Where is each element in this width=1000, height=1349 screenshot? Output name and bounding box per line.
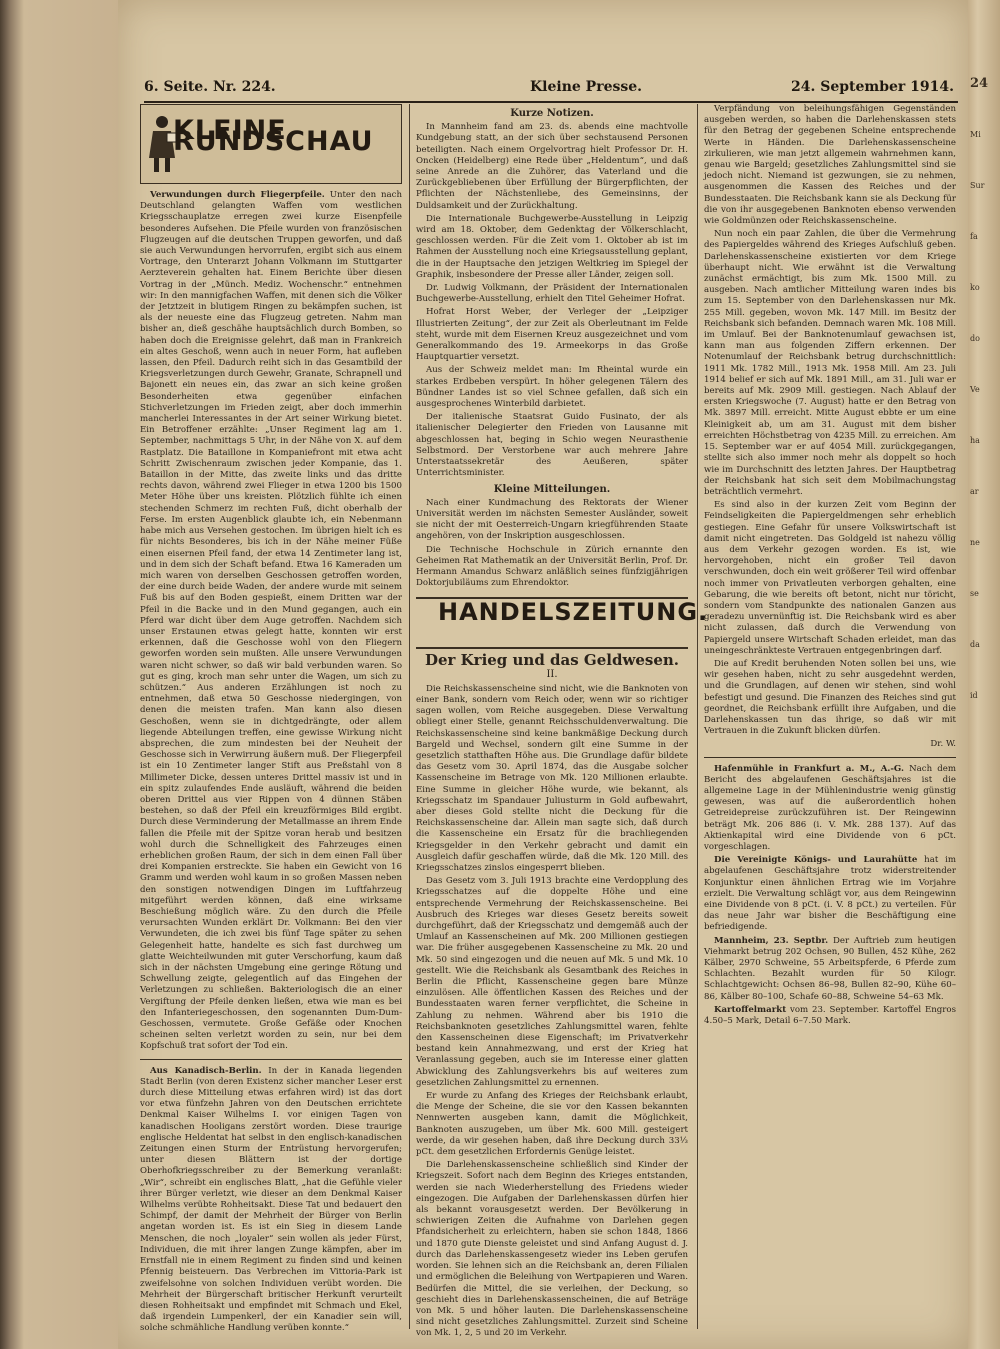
edge-snippet: ko	[970, 283, 980, 292]
column-1	[140, 104, 403, 1334]
note-paragraph: Der italienische Staatsrat Guido Fusinato, der als italienischer Delegierter den Frieden von Lausanne mit abgeschlossen hat, beging in Schio wegen Neurasthenie Selbstmord. Der Verstorbene war auch mehrere Jahre Unterstaatssekretär des Aeußeren, später Unterrichtsminister.	[416, 412, 688, 479]
edge-snippet: da	[970, 640, 980, 649]
article-heading-kanadisch-berlin: Aus Kanadisch-Berlin.	[150, 1065, 262, 1076]
right-page-edge	[968, 0, 1000, 1349]
kleine-rundschau-masthead	[140, 104, 402, 184]
section-title-kurze-notizen: Kurze Notizen.	[510, 108, 594, 119]
misc-paragraph: Nach einer Kundmachung des Rektorats der Wiener Universität werden im nächsten Semester Ausländer, soweit sie nicht der mit Oesterreich-Ungarn kriegführenden Staate angehören, von der Inskription ausgeschlossen.	[416, 497, 688, 542]
article-paragraph: Die auf Kredit beruhenden Noten sollen bei uns, wie wir gesehen haben, nicht zu sehr ausgedehnt werden, und die Grundlagen, auf denen wir stehen, sind wohl befestigt und gesund. Die Finanzen des Reiches sind gut geordnet, die Reichsbank erfüllt ihre Aufgaben, und die Darlehenskassen tun das ihrige, so daß wir mit Vertrauen in die Zukunft blicken dürfen.	[704, 658, 956, 737]
article-title-krieg-geldwesen: Der Krieg und das Geldwesen.	[424, 651, 680, 670]
handelszeitung-masthead	[416, 597, 709, 649]
market-item-head: Mannheim, 23. Septbr.	[714, 935, 829, 946]
article-part-number: II.	[546, 668, 558, 680]
market-item-head: Kartoffelmarkt	[714, 1004, 787, 1015]
article-signature: Dr. W.	[930, 739, 956, 750]
masthead-title: KLEINE RUNDSCHAU	[173, 115, 374, 158]
notes-list	[416, 122, 688, 479]
edge-snippet-list	[970, 129, 998, 701]
article-heading-fliegerpfeile: Verwundungen durch Fliegerpfeile.	[150, 190, 325, 200]
note-paragraph: Aus der Schweiz meldet man: Im Rheintal wurde ein starkes Erdbeben verspürt. In höher gelegenen Tälern des Bündner Landes ist so viel Schnee gefallen, daß sich ein ausgesprochenes Winterbild darbietet.	[416, 365, 688, 410]
column-rule-1	[409, 104, 410, 1329]
left-page-margin	[0, 0, 120, 1349]
column-2	[416, 104, 709, 1339]
article-paragraph: Nun noch ein paar Zahlen, die über die Vermehrung des Papiergeldes während des Krieges Aufschluß geben. Darlehenskassenscheine existierten vor dem Kriege überhaupt nicht. Wie erwähnt ist die Verwaltung zunächst ermächtigt, bis zum Mk. 1500 Mill. zu ausgeben. Nach amtlicher Mitteilung waren indes bis zum 15. September von den Darlehenskassen nur Mk. 255 Mill. gegeben, wovon Mk. 147 Mill. im Besitz der Reichsbank sich befanden. Demnach waren Mk. 108 Mill. im Umlauf. Bei der Banknotenumlauf gewachsen ist, kann man aus folgenden Ziffern erkennen. Der Notenumlauf der Reichsbank betrug durchschnittlich: 1911 Mk. 1782 Mill., 1913 Mk. 1958 Mill. Am 23. Juli 1914 belief er sich auf Mk. 1891 Mill., am 31. Juli war er bereits auf Mk. 2909 Mill. gestiegen. Nach Ablauf der ersten Kriegswoche (7. August) hatte er den Betrag von Mk. 3897 Mill. erreicht. Mitte August ebbte er um eine Kleinigkeit ab, um am 31. August mit dem bisher erreichten Höchstbetrag von 4235 Mill. zu erreichen. Am 15. September war er auf 4054 Mill. zurückgegangen, stellte sich also immer noch mehr als doppelt so hoch wie im Durchschnitt des letzten Jahres. Der Hauptbetrag der Reichsbank hat sich seit dem Mobilmachungstag beträchtlich vermehrt.	[704, 229, 956, 497]
article-paragraph: Er wurde zu Anfang des Krieges der Reichsbank erlaubt, die Menge der Scheine, die sie vor den Kassen bekannten Nennwerten ausgeben kann, damit die Möglichkeit, Banknoten auszugeben, um über Mk. 600 Mill. gesteigert werde, da wir gesehen haben, daß ihre Deckung durch 33⅓ pCt. dem gesetzlichen Erfordernis Genüge leistet.	[416, 1091, 688, 1158]
edge-snippet: Ve	[970, 385, 980, 394]
edge-snippet: ar	[970, 487, 979, 496]
misc-paragraph: Die Technische Hochschule in Zürich ernannte den Geheimen Rat Mathematik an der Universität Berlin, Prof. Dr. Hermann Amandus Schwarz anläßlich seines fünfzigjährigen Doktorjubiläums zum Ehrendoktor.	[416, 544, 688, 589]
market-item-text: Nach dem Bericht des abgelaufenen Geschäftsjahres ist die allgemeine Lage in der Mühlenindustrie wenig günstig gewesen, was auf die außerordentlich hohen Getreidepreise zurückzuführen ist. Der Reingewinn beträgt Mk. 206 886 (i. V. Mk. 288 137). Auf das Aktienkapital wird eine Dividende von 6 pCt. vorgeschlagen.	[704, 763, 956, 852]
edge-snippet: ha	[970, 436, 980, 445]
market-news-list	[704, 764, 956, 1028]
edge-snippet: Mi	[970, 130, 981, 139]
header-paper-name: Kleine Presse.	[530, 79, 643, 95]
edge-snippets	[970, 60, 998, 701]
edge-snippet: fa	[970, 232, 978, 241]
note-paragraph: Die Internationale Buchgewerbe-Ausstellung in Leipzig wird am 18. Oktober, dem Gedenktag der Völkerschlacht, geschlossen werden. Für die Zeit vom 1. Oktober ab ist im Rahmen der Ausstellung noch eine Kriegsausstellung geplant, die in der Hauptsache den jetzigen Weltkrieg im Spiegel der Graphik, insbesondere der Presse aller Länder, zeigen soll.	[416, 213, 688, 280]
market-item	[704, 764, 956, 854]
article-paragraph: Das Gesetz vom 3. Juli 1913 brachte eine Verdopplung des Kriegsschatzes auf die doppelte Höhe und eine entsprechende Vermehrung der Reichskassenscheine. Bei Ausbruch des Krieges war dieses Gesetz bereits soweit durchgeführt, daß der Kriegsschatz und demgemäß auch der Umlauf an Kassenscheinen auf Mk. 200 Millionen gestiegen war. Die früher ausgegebenen Kassenscheine zu Mk. 20 und Mk. 50 sind eingezogen und die neuen auf Mk. 5 und Mk. 10 gestellt. Wie die Reichsbank als Gesamtbank des Reiches in Berlin die Pflicht, Kassenscheine gegen bare Münze einzulösen. Alle öffentlichen Kassen des Reiches und der Bundesstaaten waren ferner verpflichtet, die Scheine in Zahlung zu nehmen. Während aber bis 1910 die Reichsbanknoten gesetzliches Zahlungsmittel waren, fehlte den Kassenscheinen diese Eigenschaft; im Privatverkehr bestand kein Annahmezwang, und erst der Krieg hat Veranlassung gegeben, auch sie im Interesse einer glatten Abwicklung des Zahlungsverkehrs bis auf weiteres zum gesetzlichen Zahlungsmittel zu ernennen.	[416, 876, 688, 1088]
market-item-text: hat im abgelaufenen Geschäftsjahre trotz widerstreitender Konjunktur einen ähnlichen Ertrag wie im Vorjahre erzielt. Die Verwaltung schlägt vor, aus dem Reingewinn eine Dividende von 8 pCt. (i. V. 8 pCt.) zu verteilen. Für das neue Jahr war bisher die Beschäftigung eine befriedigende.	[704, 855, 956, 933]
market-item	[704, 936, 956, 1003]
section-title-kleine-mitteilungen: Kleine Mitteilungen.	[493, 483, 611, 495]
article-body-fliegerpfeile: Unter den nach Deutschland gelangten Waffen vom westlichen Kriegsschauplatze erregen zwei kurze Eisenpfeile besonderes Aufsehen. Die Pfeile wurden von französischen Flugzeugen auf die deutschen Truppen geworfen, und daß sie auch Verwundungen hervorrufen, ergibt sich aus einem Vortrage, den Unterarzt Johann Volkmann im Stuttgarter Aerzteverein gehalten hat. Einem Berichte über diesen Vortrag in der „Münch. Mediz. Wochenschr.“ entnehmen wir: In den mannigfachen Waffen, mit denen sich die Völker der Jetztzeit in blutigem Ringen zu bekämpfen suchen, ist als der neueste eine das Flugzeug getreten. Nahm man bisher an, dieß geschähe hauptsächlich durch Bomben, so haben doch die Ereignisse gelehrt, daß man in Frankreich ein altes Geschoß, wenn auch in neuer Form, hat aufleben lassen, den Pfeil. Dadurch reiht sich in das Gesamtbild der Kriegsverletzungen durch Gewehr, Granate, Schrapnell und Bajonett ein neues ein, das zwar an sich keine großen Besonderheiten etwa gegenüber einfachen Stichverletzungen im Frieden zeigt, aber doch immerhin mancherlei Interessantes in der Art seiner Wirkung bietet. Ein Betroffener erzählte: „Unser Regiment lag am 1. September, nachmittags 5 Uhr, in der Nähe von X. auf dem Rastplatz. Die Bataillone in Kompaniefront mit etwa acht Schritt Zwischenraum zwischen jeder Kompanie, das 1. Bataillon in der Mitte, das zweite links und das dritte rechts davon, während zwei Flieger in etwa 1200 bis 1500 Meter Höhe über uns kreisten. Plötzlich fühlte ich einen stechenden Schmerz im rechten Fuß, dicht oberhalb der Ferse. Im ersten Augenblick glaubte ich, ein Nebenmann habe mich aus Versehen gestochen. Im übrigen hielt ich es für nichts Besonderes, bis ich in der Nähe meiner Füße einen eisernen Pfeil fand, der etwa 14 Zentimeter lang ist, und in dem sich der Schaft befand. Etwa 16 Kameraden um mich waren von derselben Geschossen getroffen worden, der eine durch beide Waden, der andere wurde mit seinem Fuß bis auf den Boden gespießt, einem Dritten war der Pfeil in die Backe und in den Mund gegangen, auch ein Pferd war dicht über dem Auge getroffen. Nachdem sich unser Erstaunen etwas gelegt hatte, konnten wir erst erkennen, daß die Geschosse wohl von den Fliegern geworfen worden sein mußten. Alle unsere Verwundungen waren nicht schwer, so daß wir bald verbunden waren. So gut es ging, kroch man sehr unter die Wagen, um sich zu schützen.“ Aus anderen Erzählungen ist noch zu entnehmen, daß etwa 50 Geschosse niedergingen, von denen die meisten trafen. Man kann also diesen Geschoßen, wenn sie in dichtgedrängte, oder allem liegende Abteilungen treffen, eine gewisse Wirkung nicht absprechen, die zum mindesten bei der Neuheit der Geschosse sich in Verwirrung äußern muß. Der Fliegerpfeil ist ein 10 Zentimeter langer Stift aus Preßstahl von 8 Millimeter Dicke, dessen unteres Drittel massiv ist und in ein spitz zulaufendes Ende ausläuft, während die beiden oberen Drittel aus vier Rippen von 4 dünnen Stäben bestehen, so daß der Pfeil ein kreuzförmiges Bild ergibt. Durch diese Verminderung der Metallmasse an ihrem Ende fallen die Pfeile mit der Spitze voran herab und besitzen wohl durch die Schnelligkeit des Fahrzeuges einen erheblichen großen Raum, der sich in dem einen Fall über drei Kompanien erstreckte. Sie haben ein Gewicht von 16 Gramm und werden wohl kaum in so großen Massen neben den sonstigen notwendigen Dingen im Luftfahrzeug mitgeführt werden können, daß eine wirksame Beschießung möglich wäre. Zu den durch die Pfeile verursachten Wunden erklärt Dr. Volkmann: Bei den vier Verwundeten, die ich zwei bis fünf Tage später zu sehen Gelegenheit hatte, handelte es sich fast durchweg um glatte Weichteilwunden mit guter Verschorfung, kaum daß sich in der nächsten Umgebung eine geringe Rötung und Schwellung zeigte, gelegentlich auf das Eingehen der Verletzungen zu schließen. Bakteriologisch die an einer Vergiftung der Pfeile denken ließen, etwa wie man es bei den Infanteriegeschossen, den sogenannten Dum-Dum-Geschossen, vermutete. Große Gefäße oder Knochen scheinen selten verletzt worden zu sein, nur bei dem Kopfschuß trat sofort der Tod ein.	[140, 190, 403, 1052]
article-separator	[140, 1059, 402, 1060]
market-item-text: Der Auftrieb zum heutigen Viehmarkt betrug 202 Ochsen, 90 Bullen, 452 Kühe, 262 Kälber, 2970 Schweine, 55 Arbeitspferde, 6 Pferde zum Schlachten. Bezahlt wurden für 50 Kilogr. Schlachtgewicht: Ochsen 86–98, Bullen 82–90, Kühe 60–86, Kälber 80–100, Schafe 60–88, Schweine 54–63 Mk.	[704, 935, 957, 1002]
market-item-head: Hafenmühle in Frankfurt a. M., A.-G.	[714, 763, 904, 774]
edge-snippet: id	[970, 691, 978, 700]
edge-snippet: do	[970, 334, 980, 343]
note-paragraph: Dr. Ludwig Volkmann, der Präsident der Internationalen Buchgewerbe-Ausstellung, erhielt den Titel Geheimer Hofrat.	[416, 283, 688, 305]
edge-snippet: Sur	[970, 181, 985, 190]
article-continuation	[704, 104, 956, 737]
edge-snippet: se	[970, 589, 979, 598]
misc-list	[416, 498, 688, 590]
article-paragraph: Die Reichskassenscheine sind nicht, wie die Banknoten von einer Bank, sondern vom Reich oder, wenn wir so richtiger sagen wollen, vom Reiche ausgegeben. Diese Verwaltung obliegt einer Stelle, genannt Reichsschuldenverwaltung. Die Reichskassenscheine sind keine bankmäßige Deckung durch Bargeld und Wechsel, sondern gilt eine Summe in der gesetzlich statthaften Höhe aus. Die Grundlage dafür bildete das Gesetz vom 30. April 1874, das die Ausgabe solcher Kassenscheine im Betrage von Mk. 120 Millionen erlaubte. Eine Summe in gleicher Höhe wurde, wie bekannt, als Kriegsschatz im Spandauer Juliusturm in Gold aufbewahrt, aber dieses Gold stellte nicht die Deckung für die Reichskassenscheine dar. Allein man sagte sich, daß durch die Kassenscheine ein Ersatz für die brachliegenden Kriegsgelder in den Verkehr gebracht und damit ein Ausgleich dafür geschaffen würde, daß die Mk. 120 Mill. des Kriegsschatzes zinslos eingesperrt blieben.	[416, 683, 688, 873]
article-paragraph: Verpfändung von beleihungsfähigen Gegenständen ausgeben werden, so haben die Darlehenskassen stets für den Betrag der gegebenen Scheine entsprechende Werte in Händen. Die Darlehenskassenscheine zirkulieren, wie man jetzt allgemein wahrnehmen kann, genau wie Bargeld; gesetzliches Zahlungsmittel sind sie jedoch nicht. Niemand ist gezwungen, sie zu nehmen, ausgenommen die Kassen des Reiches und der Bundesstaaten. Die Reichsbank kann sie als Deckung für die von ihr ausgegebenen Banknoten ebenso verwenden wie Goldmünzen oder Reichskassenscheine.	[704, 104, 956, 227]
article-paragraph: Es sind also in der kurzen Zeit vom Beginn der Feindseligkeiten die Papiergeldmengen sehr erheblich gestiegen. Eine Gefahr für unsere Volkswirtschaft ist damit nicht eingetreten. Das Goldgeld ist nahezu völlig aus dem Verkehr gezogen worden. Es ist, wie hervorgehoben, nicht ein großer Teil davon verschwunden, doch ein weit größerer Teil wird offenbar noch immer von Privatleuten verborgen gehalten, eine Gebarung, die wie bereits oft betont, nicht nur töricht, sondern vom Standpunkte des nationalen Ganzen aus geradezu unvernünftig ist. Die Reichsbank wird es aber nicht zulassen, daß durch die Verwendung von Papiergeld unsere Wirtschaft Schaden erleidet, man das uneingeschränkteste Vertrauen entgegenbringen darf.	[704, 500, 956, 656]
handelszeitung-title: HANDELSZEITUNG.	[438, 598, 709, 627]
article-paragraph: Die Darlehenskassenscheine schließlich sind Kinder der Kriegszeit. Sofort nach dem Beginn des Krieges entstanden, werden sie nach Wiederherstellung des Friedens wieder eingezogen. Die Aufgaben der Darlehenskassen dürfen hier als bekannt vorausgesetzt werden. Der Bevölkerung in schwierigen Zeiten die Aufnahme von Darlehen gegen Pfandsicherheit zu erleichtern, haben sie schon 1848, 1866 und 1870 gute Dienste geleistet und sind Anfang August d. J. durch das Darlehenskassengesetz wieder ins Leben gerufen worden. Sie lehnen sich an die Reichsbank an, deren Filialen und ermöglichen die Beleihung von Wertpapieren und Waren. Bedürfen die Mittel, die sie verleihen, der Deckung, so geschieht dies in Darlehenskassenscheinen, die auf Beträge von Mk. 5 und höher lauten. Die Darlehenskassenscheine sind nicht gesetzliches Zahlungsmittel. Zurzeit sind Scheine von Mk. 1, 2, 5 und 20 im Verkehr.	[416, 1160, 688, 1339]
market-separator	[704, 757, 956, 758]
newspaper-page	[118, 0, 968, 1349]
market-item	[704, 1005, 956, 1027]
page-header	[144, 75, 958, 103]
note-paragraph: In Mannheim fand am 23. ds. abends eine machtvolle Kundgebung statt, an der sich über sechstausend Personen beteiligten. Nach einem Orgelvortrag hielt Professor Dr. H. Oncken (Heidelberg) eine Rede über „Heldentum“, und daß seine Anrede an die Zuhörer, das Vaterland und die Zurückgebliebenen über Erfüllung der Bürgerpflichten, der Pflichten der Nächstenliebe, des Gemeinsinns, der Duldsamkeit und der Zurückhaltung.	[416, 122, 688, 211]
market-item	[704, 855, 956, 933]
column-3	[704, 104, 956, 1329]
edge-page-number: 24	[970, 76, 989, 91]
edge-snippet: ne	[970, 538, 980, 547]
market-item-head: Die Vereinigte Königs- und Laurahütte	[714, 855, 918, 866]
market-item-text: vom 23. September. Kartoffel Engros 4.50–5 Mark, Detail 6–7.50 Mark.	[704, 1004, 956, 1027]
column-rule-2	[697, 104, 698, 1329]
header-page-number: 6. Seite. Nr. 224.	[144, 79, 276, 95]
article-body-kanadisch-berlin: In der in Kanada liegenden Stadt Berlin (von deren Existenz sicher mancher Leser erst durch diese Mitteilung etwas erfahren wird) ist das dort vor etwa fünfzehn Jahren von den Deutschen errichtete Denkmal Kaiser Wilhelms I. vor einigen Tagen von kanadischen Hooligans zerstört worden. Diese traurige englische Heldentat hat selbst in den englisch-kanadischen Zeitungen einen Sturm der Entrüstung hervorgerufen; unter diesen Blättern ist der dortige Oberhofkriegsschreiber zu der Bemerkung veranlaßt: „Wir“, schreibt ein englisches Blatt, „hat die Gefühle vieler ihrer Bürger verletzt, wie dieser an dem Denkmal Kaiser Wilhelms verübte Rohheitsakt. Diese Tat und bedauert den Schimpf, der damit der Mehrheit der Bürger von Berlin angetan worden ist. Es ist ein Sieg in diesem Lande Menschen, die noch „loyaler“ sein wollen als jeder Fürst, Individuen, die mit ihrer langen Zunge kämpfen, aber im Ernstfall nie in einem Regiment zu finden sind und keinen Pfennig beisteuern. Das Verbrechen im Vittoria-Park ist zweifelsohne von solchen Individuen verübt worden. Die Mehrheit der Bürgerschaft britischer Herkunft verurteilt diesen Rohheitsakt und empfindet mit Schmach und Ekel, daß irgendein Lumpenkerl, der ein Kanadier sein will, solche schmähliche Handlung verüben konnte.“	[140, 1065, 402, 1334]
note-paragraph: Hofrat Horst Weber, der Verleger der „Leipziger Illustrierten Zeitung“, der zur Zeit als Oberleutnant im Felde steht, wurde mit dem Eisernen Kreuz ausgezeichnet und vom Generalkommando des 19. Armeekorps in das Große Hauptquartier versetzt.	[416, 307, 688, 363]
article-body-krieg-geldwesen	[416, 684, 688, 1340]
header-date: 24. September 1914.	[790, 79, 954, 95]
